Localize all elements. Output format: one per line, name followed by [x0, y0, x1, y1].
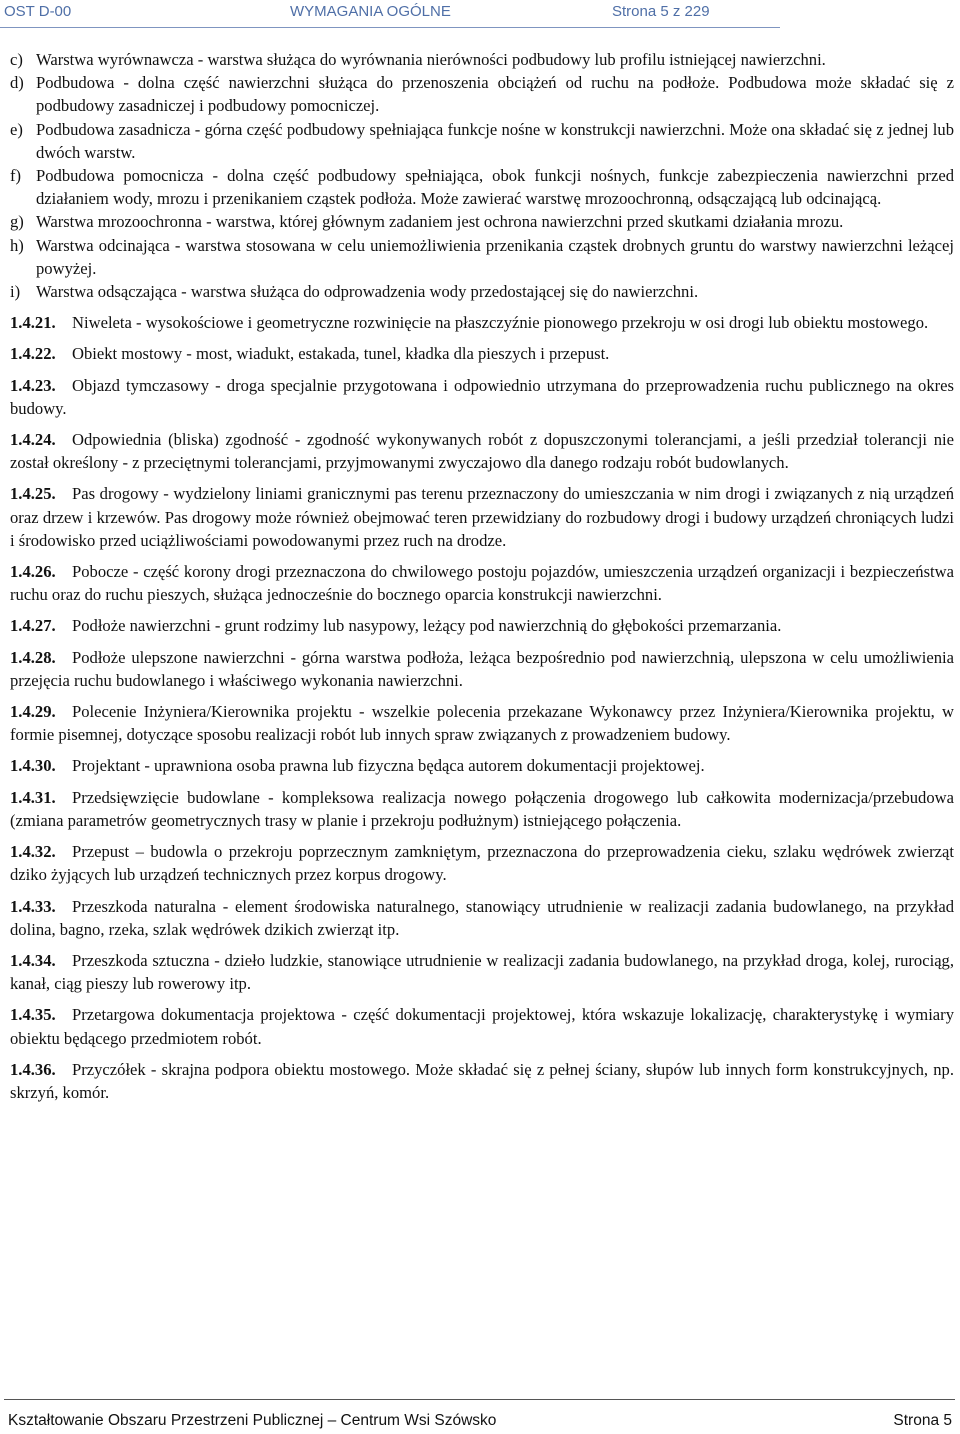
list-item: [10, 234, 954, 280]
header-divider: [0, 27, 780, 28]
list-item-marker: g): [10, 212, 24, 232]
definition-number: 1.4.22.: [10, 344, 56, 364]
definition-paragraph: [10, 342, 954, 365]
list-item-text: Podbudowa pomocnicza - dolna część podbudowy spełniająca, obok funkcji nośnych, funkcje zabezpieczenia nawierzchni przed działaniem wody, mrozu i przenikaniem cząstek podłoża. Może zawierać warstwę mrozoochronną, odsączającą lub odcinającą.: [36, 166, 954, 209]
definition-paragraph: [10, 1058, 954, 1104]
header-section-title: WYMAGANIA OGÓLNE: [290, 3, 451, 20]
definition-text: Podłoże ulepszone nawierzchni - górna warstwa podłoża, leżąca bezpośrednio pod nawierzchnią, ulepszona w celu umożliwienia przejęcia ruchu budowlanego i właściwego wykonania nawierzchni.: [10, 647, 954, 690]
definition-paragraph: [10, 1003, 954, 1049]
definition-paragraph: [10, 374, 954, 420]
list-item-marker: c): [10, 50, 23, 69]
definition-text: Pobocze - część korony drogi przeznaczona do chwilowego postoju pojazdów, umieszczenia urządzeń organizacji i bezpieczeństwa ruchu oraz do ruchu pieszych, służąca jednocześnie do bocznego oparcia konstrukcji nawierzchni.: [10, 562, 954, 605]
definition-number: 1.4.33.: [10, 896, 56, 916]
definitions-list: [10, 311, 954, 1104]
list-item-marker: h): [10, 235, 24, 255]
list-item: [10, 210, 954, 233]
definition-paragraph: [10, 646, 954, 692]
definition-paragraph: [10, 482, 954, 552]
definition-text: Podłoże nawierzchni - grunt rodzimy lub nasypowy, leżący pod nawierzchnią do głębokości przemarzania.: [72, 616, 782, 636]
definition-paragraph: [10, 754, 954, 777]
definition-number: 1.4.24.: [10, 430, 56, 450]
definition-number: 1.4.31.: [10, 787, 56, 807]
footer-page-number: Strona 5: [893, 1412, 952, 1429]
definition-text: Przeszkoda naturalna - element środowiska naturalnego, stanowiący utrudnienie w realizacji zadania budowlanego, na przykład dolina, bagno, rzeka, szlak wędrówek dzikich zwierząt itp.: [10, 896, 954, 939]
definition-text: Przetargowa dokumentacja projektowa - część dokumentacji projektowej, która wskazuje lokalizację, charakterystykę i wymiary obiektu będącego przedmiotem robót.: [10, 1005, 954, 1048]
definition-number: 1.4.21.: [10, 313, 56, 333]
definition-number: 1.4.26.: [10, 562, 56, 582]
definition-text: Projektant - uprawniona osoba prawna lub fizyczna będąca autorem dokumentacji projektowej.: [72, 756, 705, 776]
list-item: [10, 164, 954, 210]
header-page-counter: Strona 5 z 229: [612, 3, 710, 20]
definition-paragraph: [10, 560, 954, 606]
list-item-marker: e): [10, 119, 23, 139]
definition-number: 1.4.23.: [10, 375, 56, 395]
list-item-text: Warstwa odcinająca - warstwa stosowana w celu uniemożliwienia przenikania cząstek drobnych gruntu do warstwy nawierzchni leżącej powyżej.: [36, 235, 954, 278]
definition-paragraph: [10, 949, 954, 995]
definition-number: 1.4.25.: [10, 484, 56, 504]
definition-number: 1.4.28.: [10, 647, 56, 667]
definition-text: Przyczółek - skrajna podpora obiektu mostowego. Może składać się z pełnej ściany, słupów lub innych form konstrukcyjnych, np. skrzyń, komór.: [10, 1059, 954, 1102]
definition-paragraph: [10, 614, 954, 637]
definition-text: Odpowiednia (bliska) zgodność - zgodność wykonywanych robót z dopuszczonymi tolerancjami, a jeśli przedział tolerancji nie został określony - z przeciętnymi tolerancjami, przyjmowanymi zwyczajowo dla danego rodzaju robót budowlanych.: [10, 430, 954, 473]
list-item-marker: i): [10, 282, 21, 302]
definition-text: Przeszkoda sztuczna - dzieło ludzkie, stanowiące utrudnienie w realizacji zadania budowlanego, na przykład droga, kolej, rurociąg, kanał, ciąg pieszy lub rowerowy itp.: [10, 950, 954, 994]
definition-text: Pas drogowy - wydzielony liniami granicznymi pas terenu przeznaczony do umieszczania w nim drogi i związanych z nią urządzeń oraz drzew i krzewów. Pas drogowy może również obejmować teren przewidziany do rozbudowy drogi i budowy urządzeń chroniących ludzi i środowisko przed uciążliwościami powodowanymi przez ruch na drodze.: [10, 484, 954, 550]
definition-paragraph: [10, 311, 954, 334]
definition-text: Przepust – budowla o przekroju poprzecznym zamkniętym, przeznaczona do przeprowadzenia cieku, szlaku wędrówek zwierząt dziko żyjących lub urządzeń technicznych przez korpus drogowy.: [10, 842, 954, 885]
document-body: [10, 48, 954, 1104]
list-item: [10, 280, 954, 303]
footer-project-title: Kształtowanie Obszaru Przestrzeni Publicznej – Centrum Wsi Szówsko: [8, 1412, 497, 1429]
definition-number: 1.4.30.: [10, 756, 56, 776]
definition-paragraph: [10, 428, 954, 474]
definition-paragraph: [10, 895, 954, 941]
definition-text: Objazd tymczasowy - droga specjalnie przygotowana i odpowiednio utrzymana do przeprowadzenia ruchu publicznego na okres budowy.: [10, 375, 954, 418]
page-header: [0, 0, 780, 26]
list-item-marker: d): [10, 73, 24, 93]
definition-text: Polecenie Inżyniera/Kierownika projektu - wszelkie polecenia przekazane Wykonawcy przez Inżyniera/Kierownika projektu, w formie pisemnej, dotyczące sposobu realizacji robót lub innych spraw związanych z prowadzeniem budowy.: [10, 702, 954, 745]
definition-number: 1.4.29.: [10, 702, 56, 722]
header-document-code: OST D-00: [4, 3, 72, 20]
definition-text: Niweleta - wysokościowe i geometryczne rozwinięcie na płaszczyźnie pionowego przekroju w osi drogi lub obiektu mostowego.: [72, 313, 929, 333]
definition-paragraph: [10, 786, 954, 832]
list-item: [10, 71, 954, 117]
definition-text: Przedsięwzięcie budowlane - kompleksowa realizacja nowego połączenia drogowego lub całkowita modernizacja/przebudowa (zmiana parametrów geometrycznych trasy w planie i przekroju podłużnym) istniejącego połączenia.: [10, 787, 954, 830]
definition-paragraph: [10, 700, 954, 746]
list-item-text: Warstwa mrozoochronna - warstwa, której głównym zadaniem jest ochrona nawierzchni przed skutkami działania mrozu.: [36, 212, 844, 232]
definition-text: Obiekt mostowy - most, wiadukt, estakada, tunel, kładka dla pieszych i przepust.: [72, 344, 610, 364]
definition-number: 1.4.36.: [10, 1059, 56, 1079]
list-item-text: Podbudowa zasadnicza - górna część podbudowy spełniająca funkcje nośne w konstrukcji nawierzchni. Może ona składać się z jednej lub dwóch warstw.: [36, 119, 954, 162]
list-item-text: Warstwa wyrównawcza - warstwa służąca do wyrównania nierówności podbudowy lub profilu istniejącej nawierzchni.: [36, 50, 826, 69]
definition-number: 1.4.27.: [10, 616, 56, 636]
list-item-marker: f): [10, 166, 22, 186]
list-item: [10, 118, 954, 164]
list-item-text: Warstwa odsączająca - warstwa służąca do odprowadzenia wody przedostającej się do nawierzchni.: [36, 282, 699, 302]
definition-number: 1.4.34.: [10, 950, 56, 970]
list-item-text: Podbudowa - dolna część nawierzchni służąca do przenoszenia obciążeń od ruchu na podłoże. Podbudowa może składać się z podbudowy zasadniczej i podbudowy pomocniczej.: [36, 73, 954, 116]
lettered-list: [10, 48, 954, 303]
definition-paragraph: [10, 840, 954, 886]
definition-number: 1.4.32.: [10, 842, 56, 862]
footer-divider: [4, 1399, 955, 1400]
definition-number: 1.4.35.: [10, 1005, 56, 1025]
list-item: [10, 48, 954, 71]
